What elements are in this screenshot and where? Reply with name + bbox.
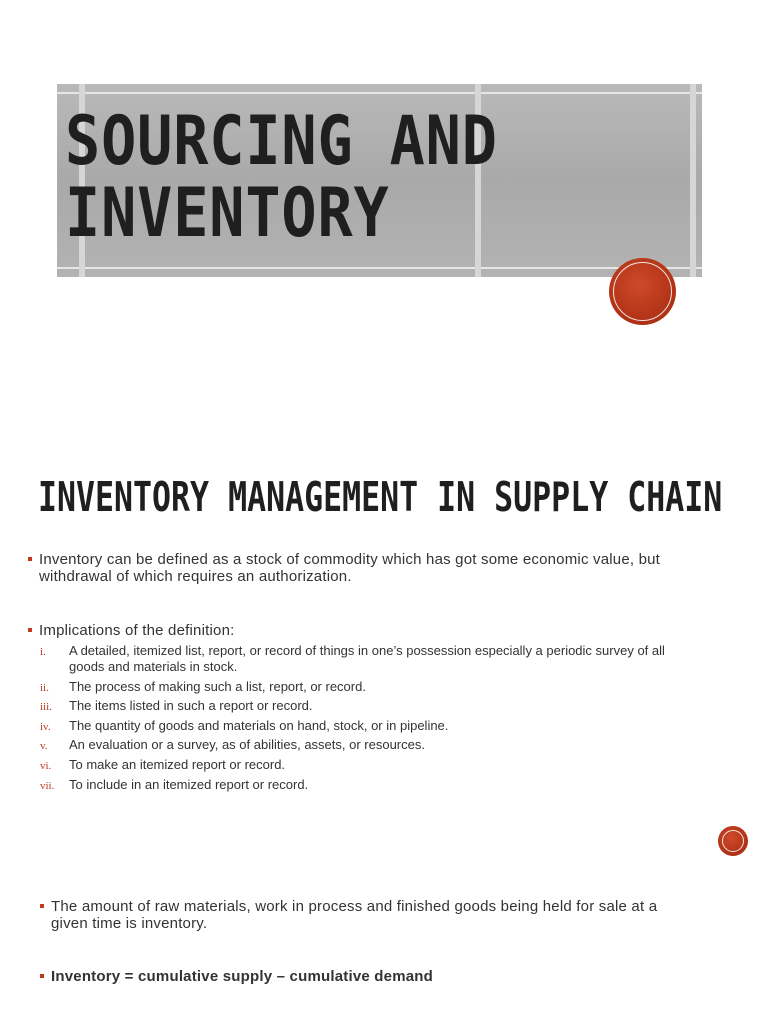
title-slide	[0, 0, 768, 400]
list-item-text: A detailed, itemized list, report, or record of things in one’s possession especially a periodic survey of all goods and materials in stock.	[69, 643, 665, 674]
list-number: vi.	[40, 759, 52, 772]
bullet-formula	[40, 968, 691, 985]
list-item	[40, 757, 687, 773]
list-item-text: The process of making such a list, report, or record.	[69, 678, 366, 694]
list-number: i.	[40, 646, 46, 658]
decorative-circle-icon	[609, 258, 676, 325]
inventory-formula: Inventory = cumulative supply – cumulative demand	[51, 968, 433, 985]
list-number: iv.	[40, 720, 51, 733]
slide-title	[65, 102, 498, 253]
bullet-marker-icon	[40, 974, 44, 978]
bullet-marker-icon	[28, 628, 32, 632]
bullet-marker-icon	[40, 904, 44, 908]
title-line-2: INVENTORY	[65, 174, 390, 253]
list-item	[40, 643, 687, 675]
bullet-amount	[40, 898, 691, 932]
list-item-text: An evaluation or a survey, as of abilities, assets, or resources.	[69, 737, 425, 753]
list-item-text: The quantity of goods and materials on hand, stock, or in pipeline.	[69, 717, 449, 733]
bullet-text: Inventory can be defined as a stock of commodity which has got some economic value, but withdrawal of which requires an authorization.	[39, 551, 661, 585]
list-item	[40, 718, 687, 734]
bullet-definition	[28, 551, 679, 585]
list-number: iii.	[40, 701, 52, 714]
list-number: ii.	[40, 681, 49, 694]
decorative-circle-icon	[718, 826, 748, 856]
list-item	[40, 737, 687, 753]
bullet-marker-icon	[28, 557, 32, 561]
bullet-implications	[28, 622, 679, 639]
list-number: vii.	[40, 779, 55, 792]
bullet-text: Implications of the definition:	[39, 622, 235, 639]
list-item	[40, 698, 687, 714]
list-item	[40, 777, 687, 793]
list-number: v.	[40, 740, 48, 753]
slide-heading: INVENTORY MANAGEMENT IN SUPPLY CHAIN	[38, 473, 723, 521]
implications-list	[40, 643, 687, 796]
bullet-text: The amount of raw materials, work in process and finished goods being held for sale at a given time is inventory.	[51, 898, 658, 932]
list-item-text: To make an itemized report or record.	[69, 756, 286, 772]
list-item-text: To include in an itemized report or record.	[69, 776, 309, 792]
content-slide	[0, 455, 768, 1024]
title-banner	[57, 84, 702, 277]
title-line-1: SOURCING AND	[65, 102, 498, 181]
list-item-text: The items listed in such a report or record.	[69, 698, 313, 714]
list-item	[40, 679, 687, 695]
